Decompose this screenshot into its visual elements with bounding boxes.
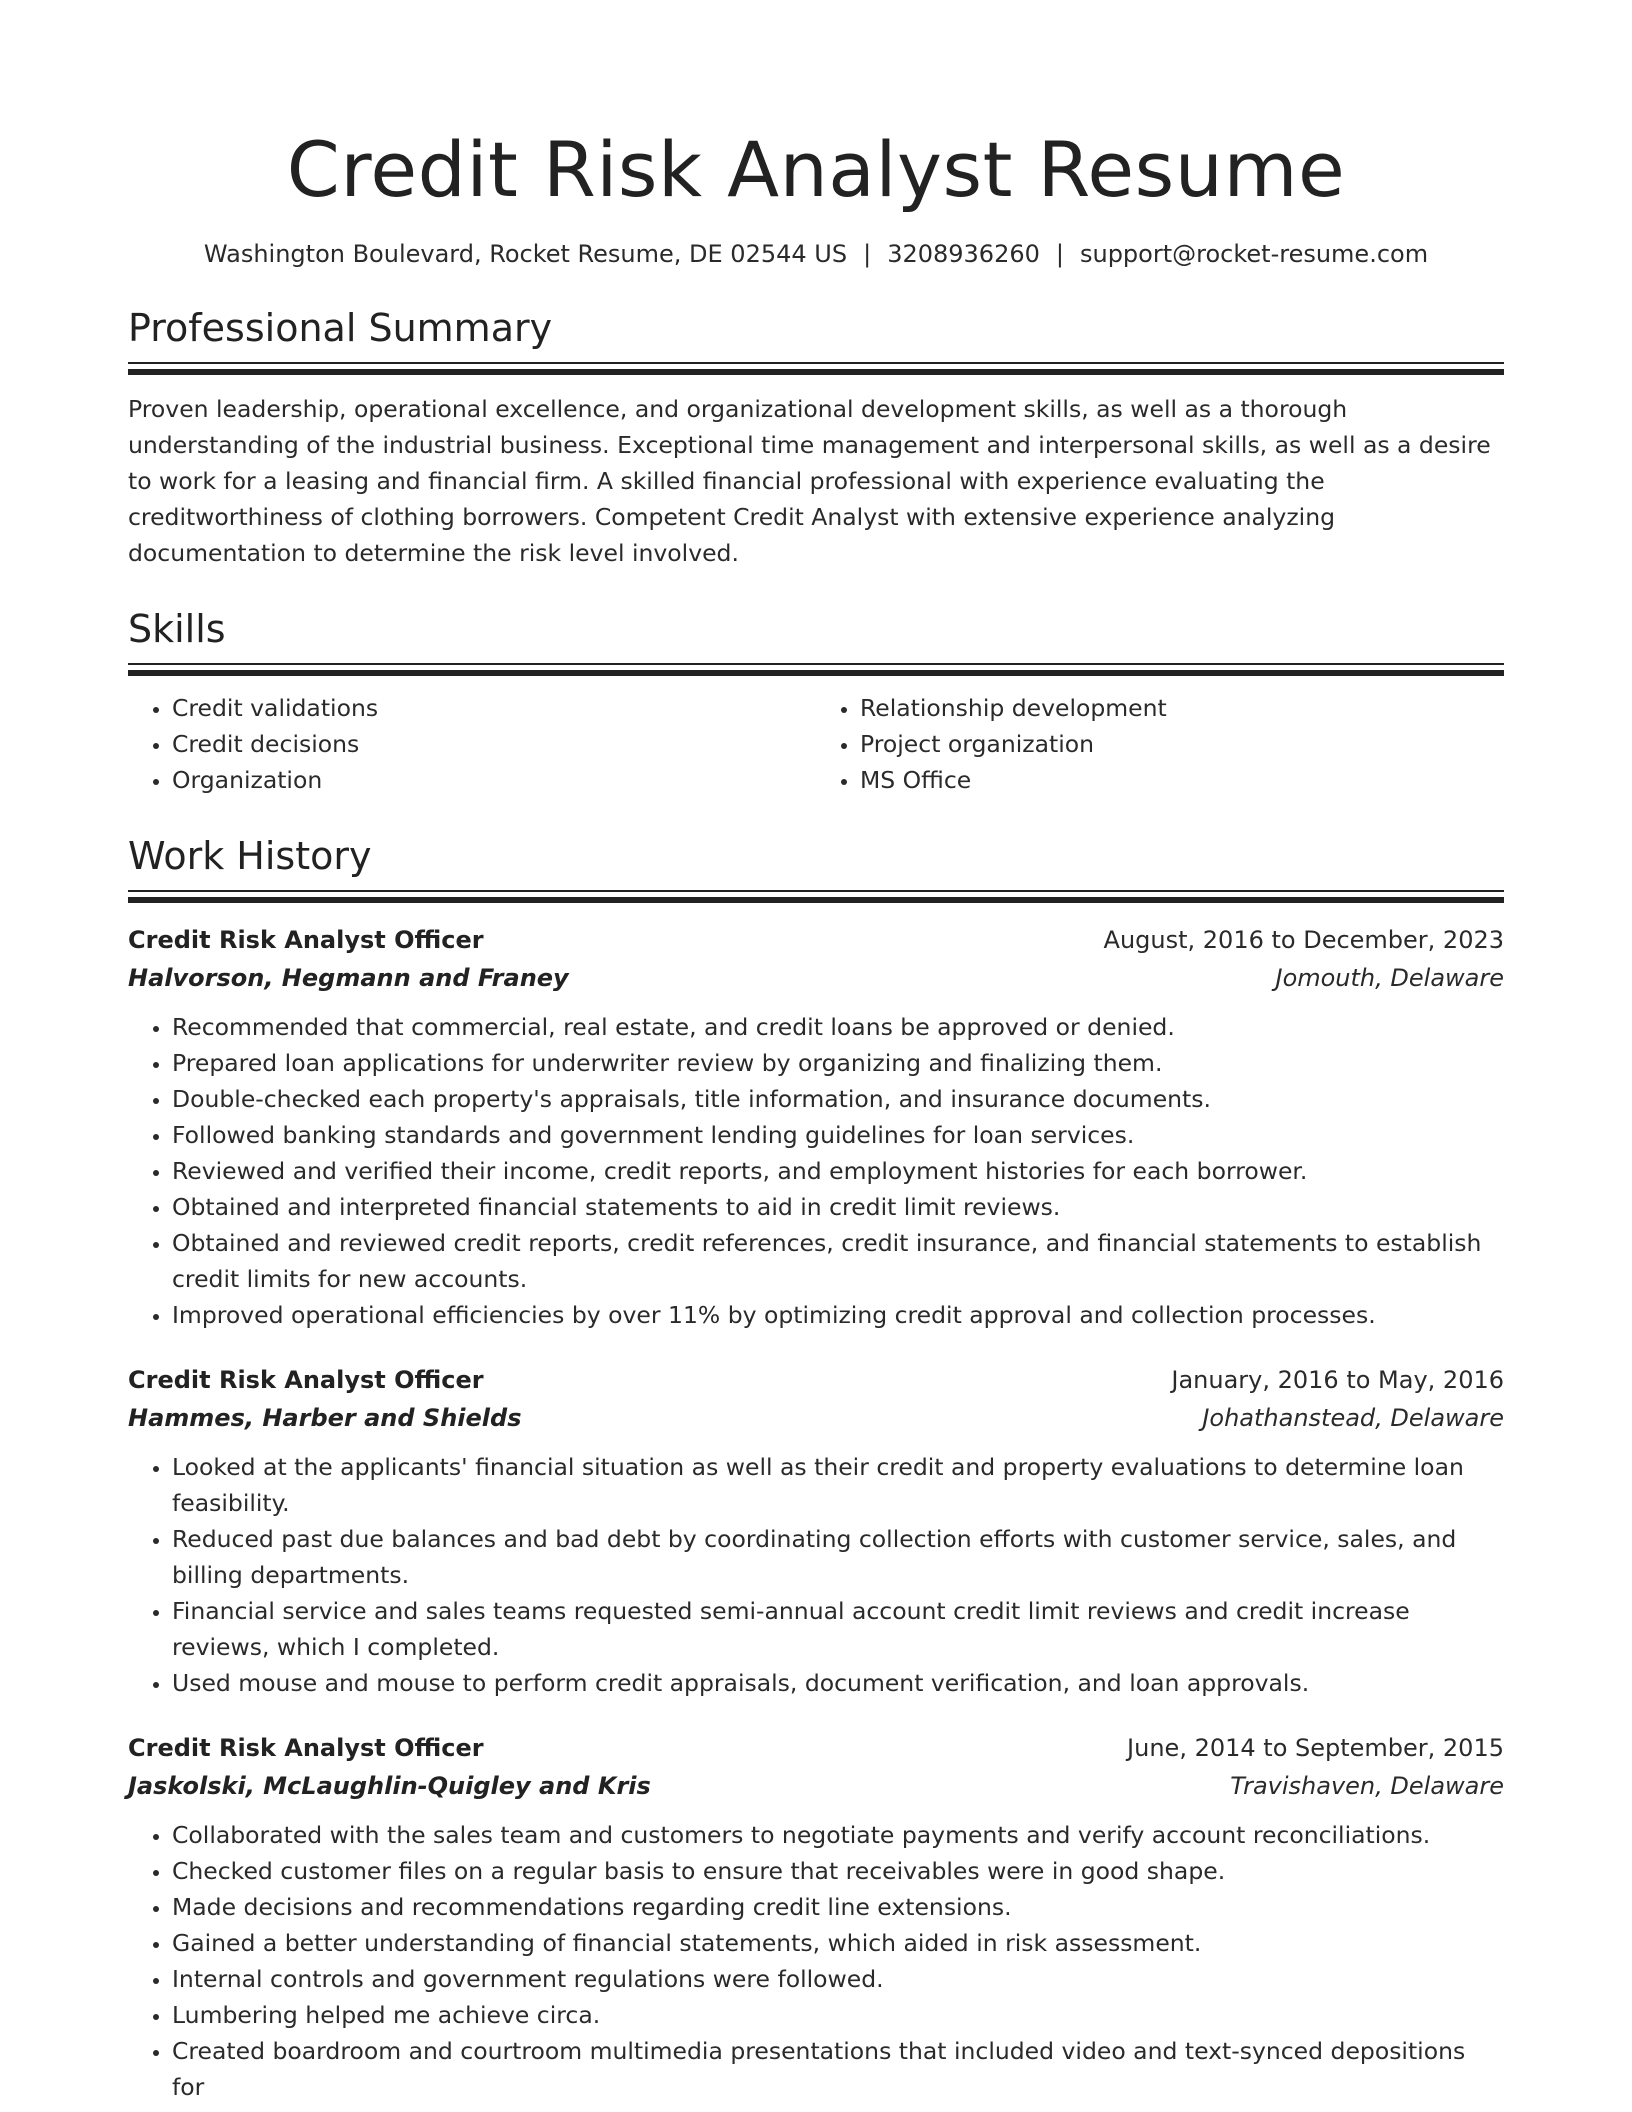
job-dates: August, 2016 to December, 2023: [1103, 926, 1504, 954]
job-bullet: • Recommended that commercial, real estate, and credit loans be approved or denied.: [172, 1009, 1504, 1045]
job-entry: [128, 1361, 1504, 1701]
work-history-section: [128, 832, 1504, 2105]
job-bullet: • Obtained and reviewed credit reports, credit references, credit insurance, and financial statements to establish credit limits for new accounts.: [172, 1225, 1504, 1297]
work-history-heading: Work History: [128, 834, 372, 878]
job-entry: [128, 921, 1504, 1333]
job-entry: [128, 1729, 1504, 2105]
job-location: Johathanstead, Delaware: [1202, 1404, 1504, 1432]
job-title: Credit Risk Analyst Officer: [128, 926, 484, 954]
job-company: Jaskolski, McLaughlin-Quigley and Kris: [128, 1772, 651, 1800]
section-divider: [128, 890, 1504, 903]
job-bullet: • Looked at the applicants' financial situation as well as their credit and property evaluations to determine loan feasibility.: [172, 1449, 1504, 1521]
job-bullets: [128, 1449, 1504, 1701]
job-bullet: • Lumbering helped me achieve circa.: [172, 1997, 1504, 2033]
skill-item: • Project organization: [860, 726, 1504, 762]
skill-item: • Credit decisions: [172, 726, 816, 762]
job-bullet: • Double-checked each property's appraisals, title information, and insurance documents.: [172, 1081, 1504, 1117]
contact-separator: |: [1055, 240, 1064, 268]
job-bullet: • Improved operational efficiencies by over 11% by optimizing credit approval and collection processes.: [172, 1297, 1504, 1333]
job-bullet: • Gained a better understanding of financial statements, which aided in risk assessment.: [172, 1925, 1504, 1961]
job-bullet: • Checked customer files on a regular basis to ensure that receivables were in good shape.: [172, 1853, 1504, 1889]
job-bullet: • Collaborated with the sales team and customers to negotiate payments and verify account reconciliations.: [172, 1817, 1504, 1853]
job-bullets: [128, 1009, 1504, 1333]
contact-separator: |: [863, 240, 872, 268]
job-header-row: [128, 1361, 1504, 1399]
job-company: Halvorson, Hegmann and Franey: [128, 964, 569, 992]
job-header-row: [128, 1729, 1504, 1767]
skill-item: • Organization: [172, 762, 816, 798]
resume-title: Credit Risk Analyst Resume: [286, 125, 1346, 214]
job-dates: June, 2014 to September, 2015: [1127, 1734, 1504, 1762]
job-bullet: • Made decisions and recommendations regarding credit line extensions.: [172, 1889, 1504, 1925]
skills-heading: Skills: [128, 607, 226, 651]
skills-section: [128, 605, 1504, 798]
skills-grid: [128, 690, 1504, 798]
job-company: Hammes, Harber and Shields: [128, 1404, 522, 1432]
section-divider: [128, 663, 1504, 676]
job-bullet: • Used mouse and mouse to perform credit appraisals, document verification, and loan approvals.: [172, 1665, 1504, 1701]
job-title: Credit Risk Analyst Officer: [128, 1734, 484, 1762]
job-bullet: • Prepared loan applications for underwriter review by organizing and finalizing them.: [172, 1045, 1504, 1081]
job-location: Travishaven, Delaware: [1230, 1772, 1504, 1800]
summary-heading: Professional Summary: [128, 306, 553, 350]
skill-item: • Relationship development: [860, 690, 1504, 726]
job-title: Credit Risk Analyst Officer: [128, 1366, 484, 1394]
resume-page: [128, 120, 1504, 2105]
skill-item: • Credit validations: [172, 690, 816, 726]
contact-email: support@rocket-resume.com: [1079, 240, 1429, 268]
summary-text: Proven leadership, operational excellence, and organizational development skills, as well as a thorough understanding of the industrial business. Exceptional time management and interpersonal skills, as well as a desire to work for a leasing and financial firm. A skilled financial professional with experience evaluating the creditworthiness of clothing borrowers. Competent Credit Analyst with extensive experience analyzing documentation to determine the risk level involved.: [128, 395, 1491, 567]
contact-address: Washington Boulevard, Rocket Resume, DE 02544 US: [203, 240, 848, 268]
skill-item: • MS Office: [860, 762, 1504, 798]
job-bullet: • Financial service and sales teams requested semi-annual account credit limit reviews and credit increase reviews, which I completed.: [172, 1593, 1504, 1665]
job-bullet: • Created boardroom and courtroom multimedia presentations that included video and text-synced depositions for: [172, 2033, 1504, 2105]
contact-phone: 3208936260: [887, 240, 1040, 268]
skills-column-left: [128, 690, 816, 798]
summary-section: [128, 304, 1504, 571]
job-location: Jomouth, Delaware: [1275, 964, 1504, 992]
job-company-row: [128, 959, 1504, 997]
job-dates: January, 2016 to May, 2016: [1171, 1366, 1504, 1394]
job-bullet: • Reduced past due balances and bad debt by coordinating collection efforts with customer service, sales, and billing departments.: [172, 1521, 1504, 1593]
job-bullet: • Internal controls and government regulations were followed.: [172, 1961, 1504, 1997]
contact-line: [128, 238, 1504, 270]
job-company-row: [128, 1767, 1504, 1805]
job-bullets: [128, 1817, 1504, 2105]
job-header-row: [128, 921, 1504, 959]
job-company-row: [128, 1399, 1504, 1437]
job-bullet: • Reviewed and verified their income, credit reports, and employment histories for each borrower.: [172, 1153, 1504, 1189]
section-divider: [128, 362, 1504, 375]
job-bullet: • Followed banking standards and government lending guidelines for loan services.: [172, 1117, 1504, 1153]
job-bullet: • Obtained and interpreted financial statements to aid in credit limit reviews.: [172, 1189, 1504, 1225]
skills-column-right: [816, 690, 1504, 798]
